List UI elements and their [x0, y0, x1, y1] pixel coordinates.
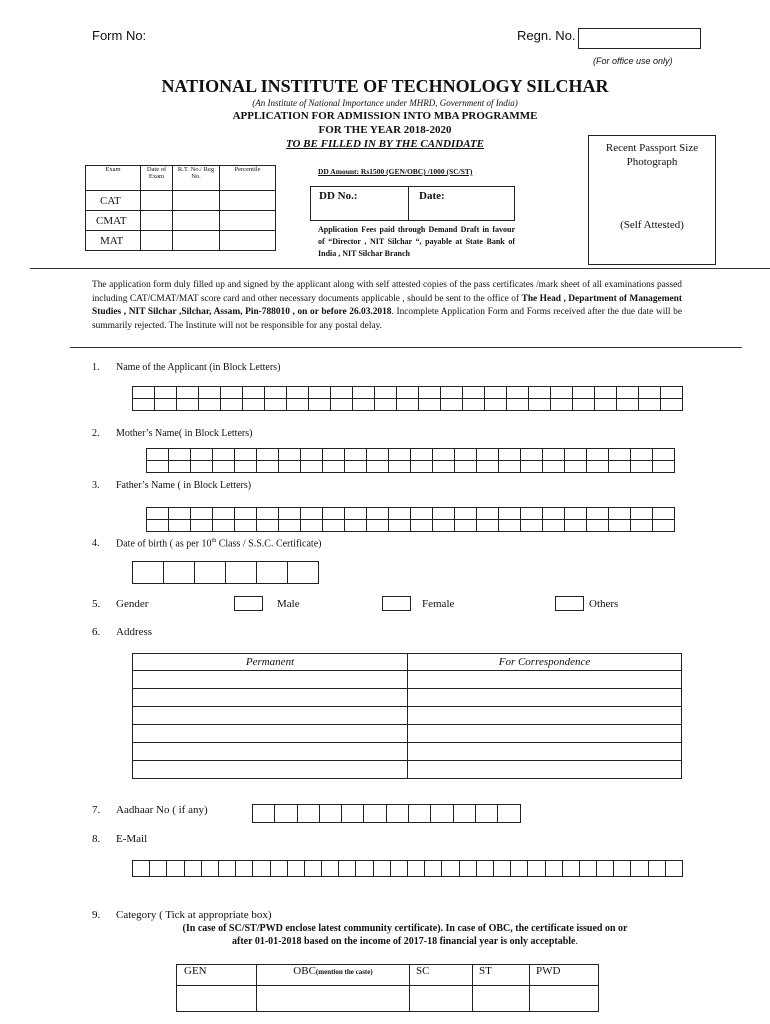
- char-box[interactable]: [521, 520, 543, 532]
- char-box[interactable]: [309, 399, 331, 411]
- char-box[interactable]: [529, 399, 551, 411]
- gender-others-label: Others: [589, 598, 619, 610]
- date-header: Date of Exam: [141, 166, 173, 191]
- office-use-note: (For office use only): [593, 56, 673, 66]
- aadhaar-grid[interactable]: [252, 804, 521, 823]
- char-box[interactable]: [499, 508, 521, 520]
- char-box[interactable]: [463, 399, 485, 411]
- char-box[interactable]: [454, 804, 476, 823]
- exam-header: Exam: [86, 166, 141, 191]
- char-box[interactable]: [442, 860, 459, 877]
- address-permanent-line[interactable]: [133, 689, 408, 707]
- char-box[interactable]: [653, 461, 675, 473]
- address-correspondence-line[interactable]: [408, 707, 682, 725]
- char-box[interactable]: [639, 399, 661, 411]
- exam-cell[interactable]: [220, 211, 276, 231]
- address-correspondence-line[interactable]: [408, 689, 682, 707]
- field-3-number: 3.: [92, 480, 100, 491]
- address-permanent-header: Permanent: [133, 654, 408, 671]
- char-box[interactable]: [353, 387, 375, 399]
- char-box[interactable]: [301, 520, 323, 532]
- char-box[interactable]: [185, 860, 202, 877]
- field-2-number: 2.: [92, 428, 100, 439]
- char-box[interactable]: [587, 461, 609, 473]
- char-box[interactable]: [507, 387, 529, 399]
- char-box[interactable]: [213, 508, 235, 520]
- char-box[interactable]: [494, 860, 511, 877]
- char-box[interactable]: [631, 449, 653, 461]
- char-box[interactable]: [649, 860, 666, 877]
- char-box[interactable]: [617, 399, 639, 411]
- dob-grid[interactable]: [132, 561, 319, 584]
- char-box[interactable]: [309, 387, 331, 399]
- char-box[interactable]: [477, 860, 494, 877]
- char-box[interactable]: [342, 804, 364, 823]
- char-box[interactable]: [431, 804, 453, 823]
- char-box[interactable]: [485, 399, 507, 411]
- char-box[interactable]: [257, 561, 288, 584]
- dd-no-label: DD No.:: [319, 190, 358, 202]
- category-pwd-label: PWD: [530, 965, 599, 986]
- char-box[interactable]: [375, 387, 397, 399]
- char-box[interactable]: [345, 461, 367, 473]
- char-box[interactable]: [543, 520, 565, 532]
- char-box[interactable]: [521, 461, 543, 473]
- category-note-line-2: [95, 936, 715, 947]
- institute-title: NATIONAL INSTITUTE OF TECHNOLOGY SILCHAR: [161, 76, 609, 96]
- char-box[interactable]: [235, 461, 257, 473]
- char-box[interactable]: [155, 387, 177, 399]
- address-permanent-line[interactable]: [133, 743, 408, 761]
- dob-label-b: Class / S.S.C. Certificate): [216, 538, 322, 550]
- char-box[interactable]: [433, 461, 455, 473]
- exam-cell[interactable]: [173, 211, 220, 231]
- char-box[interactable]: [199, 399, 221, 411]
- programme-year: FOR THE YEAR 2018-2020: [318, 124, 452, 136]
- char-box[interactable]: [323, 508, 345, 520]
- char-box[interactable]: [587, 508, 609, 520]
- char-box[interactable]: [546, 860, 563, 877]
- char-box[interactable]: [411, 508, 433, 520]
- char-box[interactable]: [587, 520, 609, 532]
- char-box[interactable]: [191, 508, 213, 520]
- char-box[interactable]: [345, 520, 367, 532]
- char-box[interactable]: [543, 461, 565, 473]
- regn-no-input[interactable]: [578, 28, 701, 49]
- char-box[interactable]: [322, 860, 339, 877]
- category-pwd-checkbox[interactable]: [530, 986, 599, 1012]
- gender-female-checkbox[interactable]: [382, 596, 411, 611]
- char-box[interactable]: [375, 399, 397, 411]
- char-box[interactable]: [499, 449, 521, 461]
- char-box[interactable]: [257, 508, 279, 520]
- field-9-label: Category ( Tick at appropriate box): [116, 909, 272, 921]
- char-box[interactable]: [565, 461, 587, 473]
- char-box[interactable]: [339, 860, 356, 877]
- char-box[interactable]: [169, 520, 191, 532]
- char-box[interactable]: [169, 461, 191, 473]
- char-box[interactable]: [425, 860, 442, 877]
- char-box[interactable]: [460, 860, 477, 877]
- address-correspondence-header: For Correspondence: [408, 654, 682, 671]
- address-table: [132, 653, 682, 779]
- char-box[interactable]: [202, 860, 219, 877]
- exam-row-cmat: CMAT: [86, 211, 141, 231]
- char-box[interactable]: [253, 804, 275, 823]
- char-box[interactable]: [511, 860, 528, 877]
- char-box[interactable]: [191, 449, 213, 461]
- char-box[interactable]: [133, 561, 164, 584]
- char-box[interactable]: [169, 449, 191, 461]
- char-box[interactable]: [235, 508, 257, 520]
- char-box[interactable]: [609, 508, 631, 520]
- char-box[interactable]: [499, 520, 521, 532]
- category-sc-label: SC: [410, 965, 473, 986]
- dd-date-label: Date:: [419, 190, 445, 202]
- exam-row-mat: MAT: [86, 231, 141, 251]
- char-box[interactable]: [356, 860, 373, 877]
- char-box[interactable]: [221, 387, 243, 399]
- char-box[interactable]: [573, 387, 595, 399]
- char-box[interactable]: [433, 508, 455, 520]
- exam-cell[interactable]: [173, 191, 220, 211]
- char-box[interactable]: [528, 860, 545, 877]
- char-box[interactable]: [221, 399, 243, 411]
- exam-cell[interactable]: [220, 191, 276, 211]
- char-box[interactable]: [551, 387, 573, 399]
- field-8-label: E-Mail: [116, 833, 148, 845]
- char-box[interactable]: [565, 508, 587, 520]
- char-box[interactable]: [387, 804, 409, 823]
- char-box[interactable]: [191, 461, 213, 473]
- char-box[interactable]: [477, 449, 499, 461]
- field-5-label: Gender: [116, 598, 149, 610]
- char-box[interactable]: [288, 860, 305, 877]
- gender-male-label: Male: [277, 598, 300, 610]
- char-box[interactable]: [235, 449, 257, 461]
- field-7-number: 7.: [92, 804, 101, 816]
- char-box[interactable]: [133, 387, 155, 399]
- category-note-line-1: (In case of SC/ST/PWD enclose latest community certificate). In case of OBC, the certificate issued on or: [182, 923, 628, 934]
- category-note-end: .: [575, 936, 578, 947]
- char-box[interactable]: [543, 508, 565, 520]
- char-box[interactable]: [389, 520, 411, 532]
- field-9-number: 9.: [92, 909, 101, 921]
- char-box[interactable]: [279, 461, 301, 473]
- instructions: [92, 279, 682, 333]
- exam-row-cat: CAT: [86, 191, 141, 211]
- dd-fees-text: Application Fees paid through Demand Draft in favour of “Director , NIT Silchar “, payable at State Bank of India , NIT Silchar Branch: [318, 225, 515, 258]
- char-box[interactable]: [147, 508, 169, 520]
- char-box[interactable]: [653, 449, 675, 461]
- char-box[interactable]: [155, 399, 177, 411]
- char-box[interactable]: [213, 449, 235, 461]
- char-box[interactable]: [397, 387, 419, 399]
- rt-header: R.T. No./ Reg No.: [173, 166, 220, 191]
- char-box[interactable]: [499, 461, 521, 473]
- char-box[interactable]: [147, 461, 169, 473]
- field-5-number: 5.: [92, 598, 101, 610]
- char-box[interactable]: [631, 461, 653, 473]
- exam-cell[interactable]: [173, 231, 220, 251]
- field-8-number: 8.: [92, 833, 101, 845]
- char-box[interactable]: [595, 387, 617, 399]
- address-permanent-line[interactable]: [133, 761, 408, 779]
- char-box[interactable]: [287, 387, 309, 399]
- char-box[interactable]: [265, 399, 287, 411]
- category-st-checkbox[interactable]: [473, 986, 530, 1012]
- char-box[interactable]: [631, 520, 653, 532]
- char-box[interactable]: [191, 520, 213, 532]
- char-box[interactable]: [609, 520, 631, 532]
- char-box[interactable]: [609, 461, 631, 473]
- address-correspondence-line[interactable]: [408, 743, 682, 761]
- char-box[interactable]: [661, 387, 683, 399]
- char-box[interactable]: [433, 449, 455, 461]
- char-box[interactable]: [323, 520, 345, 532]
- char-box[interactable]: [565, 520, 587, 532]
- char-box[interactable]: [455, 520, 477, 532]
- char-box[interactable]: [367, 461, 389, 473]
- gender-others-checkbox[interactable]: [555, 596, 584, 611]
- form-no-label: Form No:: [92, 28, 147, 43]
- char-box[interactable]: [167, 860, 184, 877]
- char-box[interactable]: [391, 860, 408, 877]
- char-box[interactable]: [150, 860, 167, 877]
- application-title: APPLICATION FOR ADMISSION INTO MBA PROGRAMME: [232, 110, 538, 122]
- char-box[interactable]: [301, 508, 323, 520]
- char-box[interactable]: [463, 387, 485, 399]
- father-name-grid[interactable]: [146, 507, 675, 532]
- char-box[interactable]: [226, 561, 257, 584]
- char-box[interactable]: [573, 399, 595, 411]
- char-box[interactable]: [631, 508, 653, 520]
- char-box[interactable]: [367, 508, 389, 520]
- char-box[interactable]: [133, 399, 155, 411]
- candidate-note: TO BE FILLED IN BY THE CANDIDATE: [285, 138, 485, 150]
- char-box[interactable]: [367, 449, 389, 461]
- char-box[interactable]: [543, 449, 565, 461]
- char-box[interactable]: [477, 520, 499, 532]
- category-obc-note: (mention the caste): [315, 968, 373, 976]
- char-box[interactable]: [485, 387, 507, 399]
- char-box[interactable]: [661, 399, 683, 411]
- char-box[interactable]: [265, 387, 287, 399]
- instructions-text-2: . Incomplete Application Form and Forms received after the due date will be summarily rejected. The Institute will not be responsible for any postal delay.: [92, 307, 683, 331]
- category-obc-checkbox[interactable]: [257, 986, 410, 1012]
- gender-female-label: Female: [422, 598, 455, 610]
- char-box[interactable]: [323, 461, 345, 473]
- address-correspondence-line[interactable]: [408, 725, 682, 743]
- char-box[interactable]: [331, 399, 353, 411]
- char-box[interactable]: [653, 520, 675, 532]
- char-box[interactable]: [389, 449, 411, 461]
- char-box[interactable]: [565, 449, 587, 461]
- char-box[interactable]: [279, 508, 301, 520]
- exam-cell[interactable]: [141, 191, 173, 211]
- field-3-label: Father’s Name ( in Block Letters): [116, 480, 252, 491]
- char-box[interactable]: [257, 520, 279, 532]
- dob-label-sup: th: [211, 538, 217, 544]
- field-7-label: Aadhaar No ( if any): [116, 804, 208, 816]
- char-box[interactable]: [476, 804, 498, 823]
- char-box[interactable]: [288, 561, 319, 584]
- char-box[interactable]: [364, 804, 386, 823]
- char-box[interactable]: [323, 449, 345, 461]
- regn-no-label: Regn. No.: [517, 28, 576, 43]
- char-box[interactable]: [455, 449, 477, 461]
- exam-table: [85, 165, 276, 251]
- category-st-label: ST: [473, 965, 530, 986]
- char-box[interactable]: [455, 508, 477, 520]
- char-box[interactable]: [243, 387, 265, 399]
- char-box[interactable]: [257, 449, 279, 461]
- char-box[interactable]: [419, 399, 441, 411]
- char-box[interactable]: [279, 449, 301, 461]
- char-box[interactable]: [441, 387, 463, 399]
- char-box[interactable]: [345, 449, 367, 461]
- char-box[interactable]: [411, 461, 433, 473]
- char-box[interactable]: [441, 399, 463, 411]
- char-box[interactable]: [147, 520, 169, 532]
- char-box[interactable]: [219, 860, 236, 877]
- photo-label: Recent Passport Size Photograph: [605, 142, 699, 168]
- char-box[interactable]: [147, 449, 169, 461]
- category-obc-text: OBC: [293, 965, 316, 977]
- field-1-number: 1.: [92, 362, 100, 373]
- char-box[interactable]: [298, 804, 320, 823]
- address-permanent-line[interactable]: [133, 707, 408, 725]
- exam-cell[interactable]: [141, 231, 173, 251]
- char-box[interactable]: [389, 508, 411, 520]
- char-box[interactable]: [639, 387, 661, 399]
- mother-name-grid[interactable]: [146, 448, 675, 473]
- char-box[interactable]: [563, 860, 580, 877]
- char-box[interactable]: [257, 461, 279, 473]
- applicant-name-grid[interactable]: [132, 386, 683, 411]
- photo-box[interactable]: [588, 135, 716, 265]
- char-box[interactable]: [653, 508, 675, 520]
- instructions-text: The application form duly filled up and signed by the applicant along with self attested copies of the pass certificates /mark sheet of all examinations passed including CAT/CMAT/MAT score card and other necessary documents applicable , should be sent to the office of: [92, 280, 682, 304]
- category-table: [176, 964, 599, 1012]
- char-box[interactable]: [271, 860, 288, 877]
- char-box[interactable]: [477, 508, 499, 520]
- gender-male-checkbox[interactable]: [234, 596, 263, 611]
- category-sc-checkbox[interactable]: [410, 986, 473, 1012]
- char-box[interactable]: [195, 561, 226, 584]
- char-box[interactable]: [331, 387, 353, 399]
- institute-subtitle: (An Institute of National Importance under MHRD, Government of India): [252, 98, 518, 108]
- dd-box: [310, 186, 515, 221]
- char-box[interactable]: [433, 520, 455, 532]
- category-obc-label: [257, 965, 410, 986]
- char-box[interactable]: [275, 804, 297, 823]
- char-box[interactable]: [177, 387, 199, 399]
- char-box[interactable]: [133, 860, 150, 877]
- char-box[interactable]: [597, 860, 614, 877]
- dob-label-a: Date of birth ( as per 10: [116, 538, 212, 550]
- char-box[interactable]: [213, 520, 235, 532]
- char-box[interactable]: [529, 387, 551, 399]
- char-box[interactable]: [320, 804, 342, 823]
- char-box[interactable]: [345, 508, 367, 520]
- char-box[interactable]: [408, 860, 425, 877]
- char-box[interactable]: [419, 387, 441, 399]
- address-permanent-line[interactable]: [133, 725, 408, 743]
- exam-cell[interactable]: [141, 211, 173, 231]
- percentile-header: Percentile: [220, 166, 276, 191]
- char-box[interactable]: [301, 461, 323, 473]
- char-box[interactable]: [477, 461, 499, 473]
- char-box[interactable]: [411, 520, 433, 532]
- char-box[interactable]: [614, 860, 631, 877]
- char-box[interactable]: [213, 461, 235, 473]
- char-box[interactable]: [367, 520, 389, 532]
- address-permanent-line[interactable]: [133, 671, 408, 689]
- char-box[interactable]: [551, 399, 573, 411]
- field-6-label: Address: [116, 626, 153, 638]
- char-box[interactable]: [243, 399, 265, 411]
- char-box[interactable]: [498, 804, 520, 823]
- char-box[interactable]: [595, 399, 617, 411]
- char-box[interactable]: [397, 399, 419, 411]
- char-box[interactable]: [389, 461, 411, 473]
- char-box[interactable]: [609, 449, 631, 461]
- dd-amount: DD Amount: Rs1500 (GEN/OBC) /1000 (SC/ST): [318, 167, 473, 176]
- char-box[interactable]: [507, 399, 529, 411]
- field-1-label: Name of the Applicant (in Block Letters): [116, 362, 281, 373]
- char-box[interactable]: [521, 449, 543, 461]
- category-note-line-2-text: after 01-01-2018 based on the income of 2017-18 financial year is only acceptable: [232, 936, 576, 947]
- char-box[interactable]: [287, 399, 309, 411]
- char-box[interactable]: [177, 399, 199, 411]
- char-box[interactable]: [580, 860, 597, 877]
- char-box[interactable]: [305, 860, 322, 877]
- char-box[interactable]: [587, 449, 609, 461]
- category-gen-checkbox[interactable]: [177, 986, 257, 1012]
- char-box[interactable]: [301, 449, 323, 461]
- email-grid[interactable]: [132, 860, 683, 877]
- char-box[interactable]: [411, 449, 433, 461]
- address-correspondence-line[interactable]: [408, 671, 682, 689]
- char-box[interactable]: [521, 508, 543, 520]
- field-6-number: 6.: [92, 626, 101, 638]
- char-box[interactable]: [253, 860, 270, 877]
- char-box[interactable]: [409, 804, 431, 823]
- char-box[interactable]: [374, 860, 391, 877]
- char-box[interactable]: [235, 520, 257, 532]
- field-4-number: 4.: [92, 538, 100, 549]
- char-box[interactable]: [455, 461, 477, 473]
- char-box[interactable]: [666, 860, 683, 877]
- field-2-label: Mother’s Name( in Block Letters): [116, 428, 253, 439]
- instructions-address: The Head , Department of Management Studies , NIT Silchar ,Silchar, Assam, Pin-788010 , on or before 26.03.2018: [92, 293, 683, 317]
- char-box[interactable]: [617, 387, 639, 399]
- address-correspondence-line[interactable]: [408, 761, 682, 779]
- char-box[interactable]: [353, 399, 375, 411]
- category-gen-label: GEN: [177, 965, 257, 986]
- char-box[interactable]: [236, 860, 253, 877]
- char-box[interactable]: [199, 387, 221, 399]
- char-box[interactable]: [169, 508, 191, 520]
- char-box[interactable]: [164, 561, 195, 584]
- char-box[interactable]: [279, 520, 301, 532]
- photo-attest: (Self Attested): [620, 219, 684, 231]
- exam-cell[interactable]: [220, 231, 276, 251]
- char-box[interactable]: [631, 860, 648, 877]
- field-4-label: [116, 538, 321, 549]
